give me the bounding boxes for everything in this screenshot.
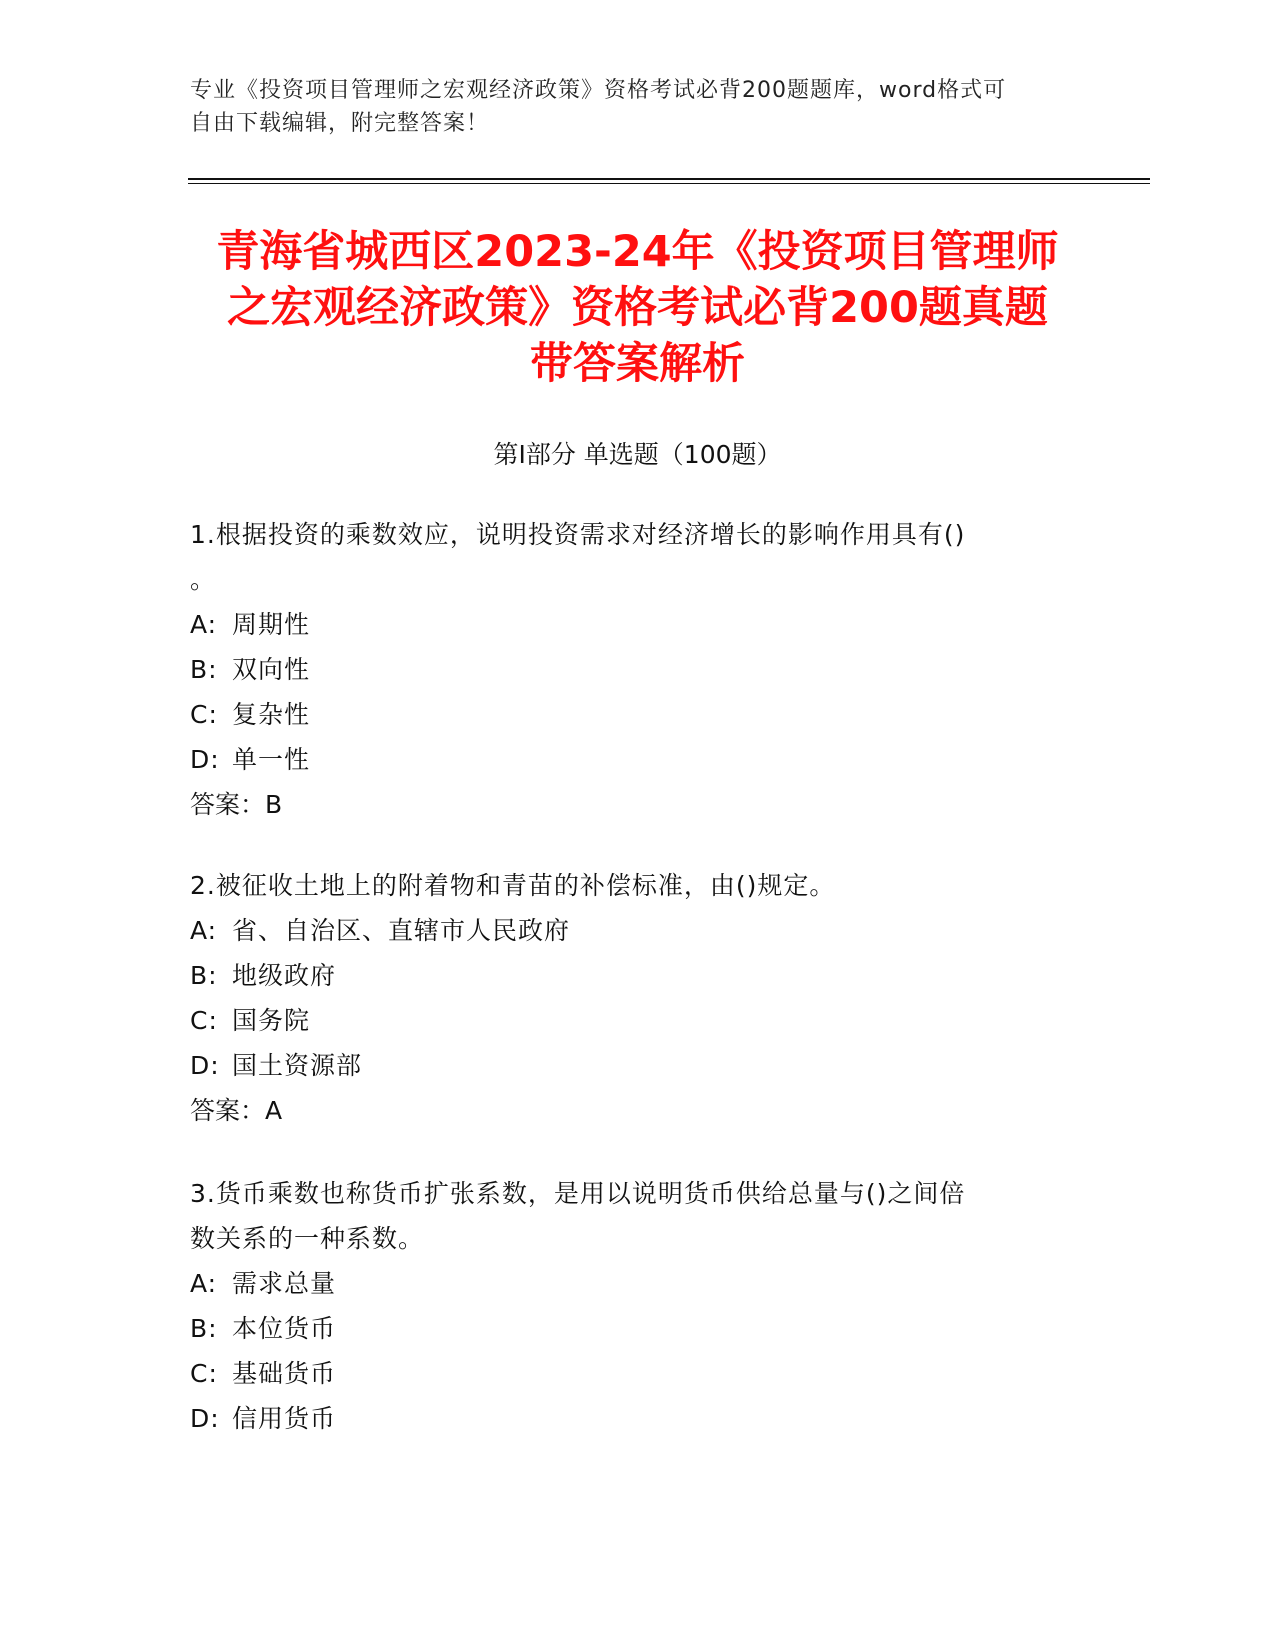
question-2 [190,863,1070,1133]
option-text: 国土资源部 [232,1051,363,1080]
option-d [190,737,1070,782]
option-a [190,1261,1070,1306]
option-key: B: [190,1314,218,1343]
header-divider-thick [188,178,1150,180]
option-b [190,647,1070,692]
option-text: 周期性 [232,610,311,639]
option-key: D: [190,1404,220,1433]
option-key: A: [190,916,218,945]
header-line-2: 自由下载编辑，附完整答案！ [190,111,490,136]
option-key: C: [190,700,218,729]
option-text: 单一性 [232,745,311,774]
header-line-1: 专业《投资项目管理师之宏观经济政策》资格考试必背200题题库，word格式可 [190,78,1007,103]
option-text: 地级政府 [232,961,337,990]
option-text: 需求总量 [232,1269,337,1298]
option-b [190,1306,1070,1351]
question-stem-continuation: 。 [190,565,217,594]
option-text: 国务院 [232,1006,311,1035]
question-1 [190,512,1070,827]
option-key: C: [190,1006,218,1035]
option-key: A: [190,610,218,639]
title-line-3: 带答案解析 [530,339,745,389]
section-heading: 第Ⅰ部分 单选题（100题） [493,440,782,469]
title-line-2: 之宏观经济政策》资格考试必背200题真题 [227,283,1048,333]
question-3 [190,1171,1070,1441]
option-a [190,908,1070,953]
option-d [190,1043,1070,1088]
option-text: 本位货币 [232,1314,337,1343]
option-key: D: [190,745,220,774]
question-stem: 1.根据投资的乘数效应，说明投资需求对经济增长的影响作用具有() [190,520,966,549]
title-line-1: 青海省城西区2023-24年《投资项目管理师 [216,227,1059,277]
option-key: B: [190,961,218,990]
option-text: 信用货币 [232,1404,337,1433]
document-title [150,224,1125,392]
option-a [190,602,1070,647]
question-stem: 3.货币乘数也称货币扩张系数，是用以说明货币供给总量与()之间倍 [190,1179,966,1208]
option-text: 省、自治区、直辖市人民政府 [232,916,571,945]
header-divider-thin [188,183,1150,184]
option-c [190,1351,1070,1396]
option-text: 双向性 [232,655,311,684]
question-stem: 2.被征收土地上的附着物和青苗的补偿标准，由()规定。 [190,871,836,900]
option-text: 基础货币 [232,1359,337,1388]
option-text: 复杂性 [232,700,311,729]
document-header [190,74,1070,140]
option-c [190,998,1070,1043]
answer: 答案：B [190,790,283,819]
option-key: C: [190,1359,218,1388]
option-b [190,953,1070,998]
option-key: B: [190,655,218,684]
answer: 答案：A [190,1096,283,1125]
question-stem-continuation: 数关系的一种系数。 [190,1224,425,1253]
option-c [190,692,1070,737]
option-key: D: [190,1051,220,1080]
option-key: A: [190,1269,218,1298]
option-d [190,1396,1070,1441]
